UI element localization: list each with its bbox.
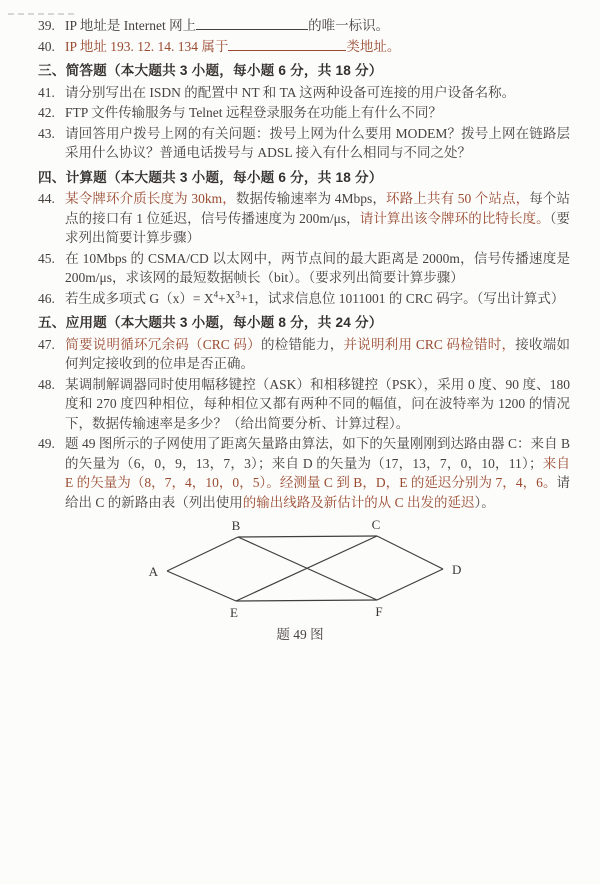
question-text: （要求列出简要计算步骤） (65, 210, 571, 245)
question-48 (38, 375, 570, 434)
question-49 (38, 434, 570, 512)
question-text: +1，试求信息位 1011001 的 CRC 码字。（写出计算式） (240, 290, 565, 306)
edge-A-E (167, 571, 236, 601)
question-42 (38, 103, 570, 123)
question-text: ）。 (474, 494, 495, 510)
question-number: 47. (38, 336, 55, 352)
network-diagram-svg (0, 518, 600, 623)
superscript: 3 (235, 289, 240, 299)
question-41 (38, 83, 570, 103)
question-text: 经测量 C 到 B，D，E 的延迟分别为 7，4，6。 (279, 475, 557, 490)
section-heading: 三、简答题（本大题共 3 小题，每小题 6 分，共 18 分） (38, 63, 383, 78)
question-text: 某调制解调器同时使用幅移键控（ASK）和相移键控（PSK），采用 0 度、90 度、180 度和 270 度四种相位，每种相位又都有两种不同的幅值，问在波特率为 1200 的情况下，数据传输速率是多少？（给出简要分析、计算过程）。 (65, 376, 570, 431)
question-number: 42. (38, 105, 55, 120)
node-label-C: C (371, 518, 381, 532)
question-text: 的输出线路及新估计的从 C 出发的延迟 (242, 494, 475, 510)
question-number: 41. (38, 84, 55, 100)
question-text: 请计算出该令牌环的比特长度。 (359, 210, 550, 226)
question-43 (38, 124, 570, 163)
question-number: 39. (38, 18, 55, 33)
question-text: IP 地址 193. 12. 14. 134 属于 (65, 38, 229, 54)
question-text: 在 10Mbps 的 CSMA/CD 以太网中，两节点间的最大距离是 2000m，信号传播速度是 200m/μs，求该网的最短数据帧长（bit）。（要求列出简要计算步骤） (65, 250, 570, 285)
question-44 (38, 189, 570, 248)
question-39 (38, 16, 570, 36)
edge-E-F (236, 600, 377, 601)
question-46 (38, 289, 570, 309)
question-number: 48. (38, 376, 55, 392)
question-text: 请分别写出在 ISDN 的配置中 NT 和 TA 这两种设备可连接的用户设备名称。 (65, 84, 516, 100)
edge-B-C (238, 536, 377, 537)
edge-C-D (377, 536, 443, 569)
question-47 (38, 335, 570, 374)
question-text: 环路上共有 50 个站点， (386, 191, 530, 206)
question-text: 请回答用户拨号上网的有关问题：拨号上网为什么要用 MODEM？拨号上网在链路层采用什么协议？普通电话拨号与 ADSL 接入有什么相同与不同之处？ (65, 125, 570, 160)
question-text: 并说明利用 CRC 码检错时， (343, 336, 516, 352)
fill-in-blank (228, 38, 346, 51)
node-label-F: F (375, 604, 383, 619)
question-number: 46. (38, 290, 55, 306)
question-text: 每个站点的接口有 1 位延迟，信号传播速度为 200m/μs， (65, 191, 571, 226)
question-text: IP 地址是 Internet 网上 (65, 18, 197, 33)
fill-in-blank (196, 17, 308, 30)
question-number: 40. (38, 38, 55, 54)
question-text: 的检错能力， (260, 336, 344, 352)
node-label-D: D (452, 562, 462, 577)
question-text: 若生成多项式 G（x）= X (65, 290, 214, 306)
superscript: 4 (213, 289, 219, 299)
figure-49 (0, 518, 600, 623)
question-number: 43. (38, 125, 55, 141)
edge-F-D (377, 569, 443, 600)
question-text: 接收端如何判定接收到的位串是否正确。 (65, 336, 571, 371)
question-text: 某令牌环介质长度为 30km， (65, 191, 236, 206)
figure-caption: 题 49 图 (276, 627, 324, 642)
question-text: 请给出 C 的新路由表（列出使用 (65, 475, 570, 510)
question-text: 的唯一标识。 (308, 18, 390, 33)
question-number: 49. (38, 436, 55, 451)
question-number: 44. (38, 191, 55, 206)
question-text: 简要说明循环冗余码（CRC 码） (65, 336, 261, 352)
question-text: 题 49 图所示的子网使用了距离矢量路由算法，如下的矢量刚刚到达路由器 C：来自 B 的矢量为（6，0，9，13，7，3）；来自 D 的矢量为（17，13，7，0，10，11）； (65, 436, 570, 471)
node-label-A: A (148, 564, 158, 579)
question-list (38, 16, 570, 512)
question-text: 类地址。 (346, 38, 401, 54)
question-text: 来自 E 的矢量为（8，7，4，10，0，5）。 (65, 455, 571, 490)
question-text: 数据传输速率为 4Mbps， (235, 191, 387, 206)
question-text: FTP 文件传输服务与 Telnet 远程登录服务在功能上有什么不同？ (65, 105, 442, 120)
scan-artifact (8, 13, 74, 15)
question-40 (38, 37, 570, 57)
question-text: +X (218, 290, 236, 306)
question-45 (38, 249, 570, 288)
section-heading: 四、计算题（本大题共 3 小题，每小题 6 分，共 18 分） (38, 169, 383, 185)
node-label-B: B (231, 518, 241, 533)
section-heading: 五、应用题（本大题共 3 小题，每小题 8 分，共 24 分） (38, 315, 383, 330)
edge-A-B (167, 537, 238, 571)
node-label-E: E (230, 605, 238, 620)
question-number: 45. (38, 250, 55, 266)
